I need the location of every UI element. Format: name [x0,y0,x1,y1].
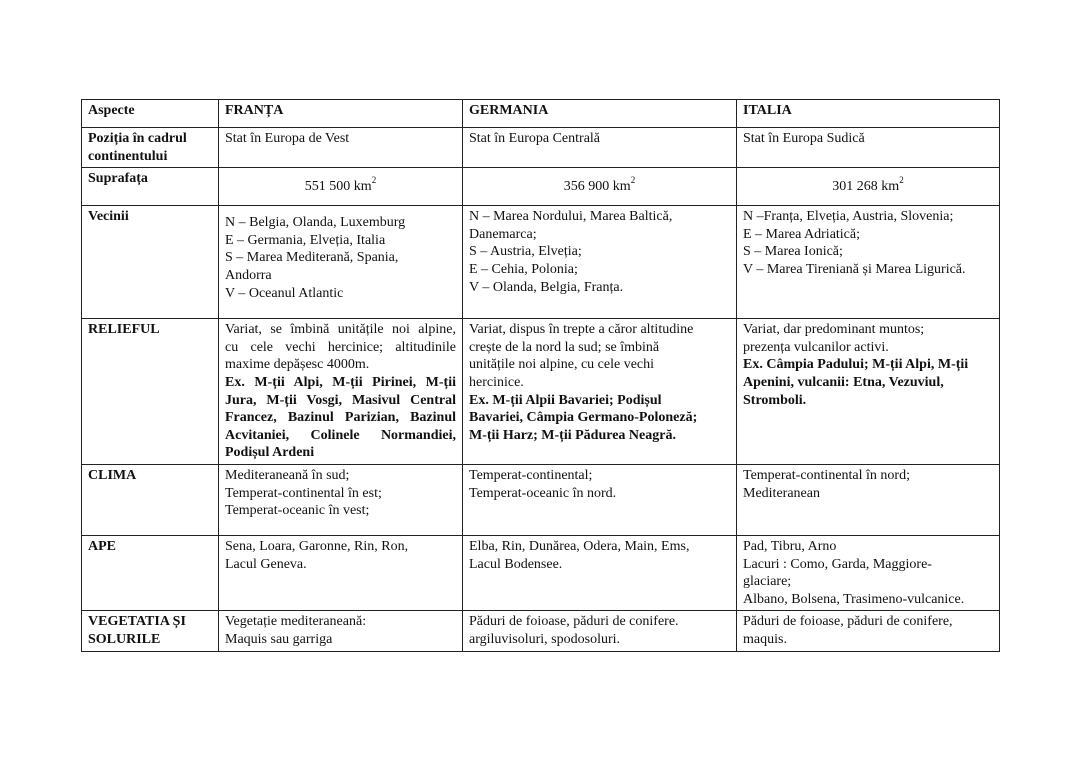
cell-ape-germania: Elba, Rin, Dunărea, Odera, Main, Ems, Lacul Bodensee. [463,535,737,610]
cell-vegetatia-italia: Păduri de foioase, păduri de conifere, maquis. [737,611,1000,651]
cell-ape-franta: Sena, Loara, Garonne, Rin, Ron, Lacul Geneva. [219,535,463,610]
header-germania: GERMANIA [463,100,737,128]
aspect-suprafata: Suprafața [82,168,219,206]
cell-vecinii-franta: N – Belgia, Olanda, Luxemburg E – Germania, Elveția, Italia S – Marea Mediterană, Spania, Andorra V – Oceanul Atlantic [219,206,463,319]
row-suprafata [82,168,1000,206]
header-italia: ITALIA [737,100,1000,128]
cell-clima-italia: Temperat-continental în nord; Mediteranean [737,464,1000,535]
cell-vecinii-italia: N –Franța, Elveția, Austria, Slovenia; E – Marea Adriatică; S – Marea Ionică; V – Marea Tireniană și Marea Ligurică. [737,206,1000,319]
aspect-pozitia: Poziția în cadrul continentului [82,128,219,168]
aspect-vecinii: Vecinii [82,206,219,319]
aspect-clima: CLIMA [82,464,219,535]
header-aspecte: Aspecte [82,100,219,128]
comparison-table [81,99,1000,652]
row-pozitia [82,128,1000,168]
cell-clima-franta: Mediteraneană în sud; Temperat-continental în est; Temperat-oceanic în vest; [219,464,463,535]
cell-suprafata-italia: 301 268 $km^2$ [737,168,1000,206]
cell-pozitia-germania: Stat în Europa Centrală [463,128,737,168]
header-row [82,100,1000,128]
cell-relieful-franta: Variat, se îmbină unitățile noi alpine, cu cele vechi hercinice; altitudinile maxime depășesc 4000m. Ex. M-ții Alpi, M-ții Pirinei, M-ții Jura, M-ții Vosgi, Masivul Central Francez, Bazinul Parizian, Bazinul Acvitaniei, Colinele Normandiei, Podișul Ardeni [219,319,463,465]
row-clima [82,464,1000,535]
aspect-ape: APE [82,535,219,610]
header-franta: FRANȚA [219,100,463,128]
cell-relieful-italia: Variat, dar predominant muntos; prezența vulcanilor activi. Ex. Câmpia Padului; M-ții Alpi, M-ții Apenini, vulcanii: Etna, Vezuviul, Stromboli. [737,319,1000,465]
cell-suprafata-franta: 551 500 $km^2$ [219,168,463,206]
row-relieful [82,319,1000,465]
aspect-vegetatia: VEGETATIA ȘI SOLURILE [82,611,219,651]
cell-vegetatia-germania: Păduri de foioase, păduri de conifere. argiluvisoluri, spodosoluri. [463,611,737,651]
cell-ape-italia: Pad, Tibru, Arno Lacuri : Como, Garda, Maggiore- glaciare; Albano, Bolsena, Trasimeno-vulcanice. [737,535,1000,610]
cell-suprafata-germania: 356 900 $km^2$ [463,168,737,206]
cell-vecinii-germania: N – Marea Nordului, Marea Baltică, Danemarca; S – Austria, Elveția; E – Cehia, Polonia; V – Olanda, Belgia, Franța. [463,206,737,319]
row-vegetatia [82,611,1000,651]
cell-relieful-germania: Variat, dispus în trepte a căror altitudine crește de la nord la sud; se îmbină unitățile noi alpine, cu cele vechi hercinice. Ex. M-ții Alpii Bavariei; Podișul Bavariei, Câmpia Germano-Poloneză; M-ții Harz; M-ții Pădurea Neagră. [463,319,737,465]
row-vecinii [82,206,1000,319]
aspect-relieful: RELIEFUL [82,319,219,465]
row-ape [82,535,1000,610]
cell-pozitia-italia: Stat în Europa Sudică [737,128,1000,168]
document-page [81,99,999,652]
cell-vegetatia-franta: Vegetație mediteraneană: Maquis sau garriga [219,611,463,651]
cell-clima-germania: Temperat-continental; Temperat-oceanic în nord. [463,464,737,535]
cell-pozitia-franta: Stat în Europa de Vest [219,128,463,168]
